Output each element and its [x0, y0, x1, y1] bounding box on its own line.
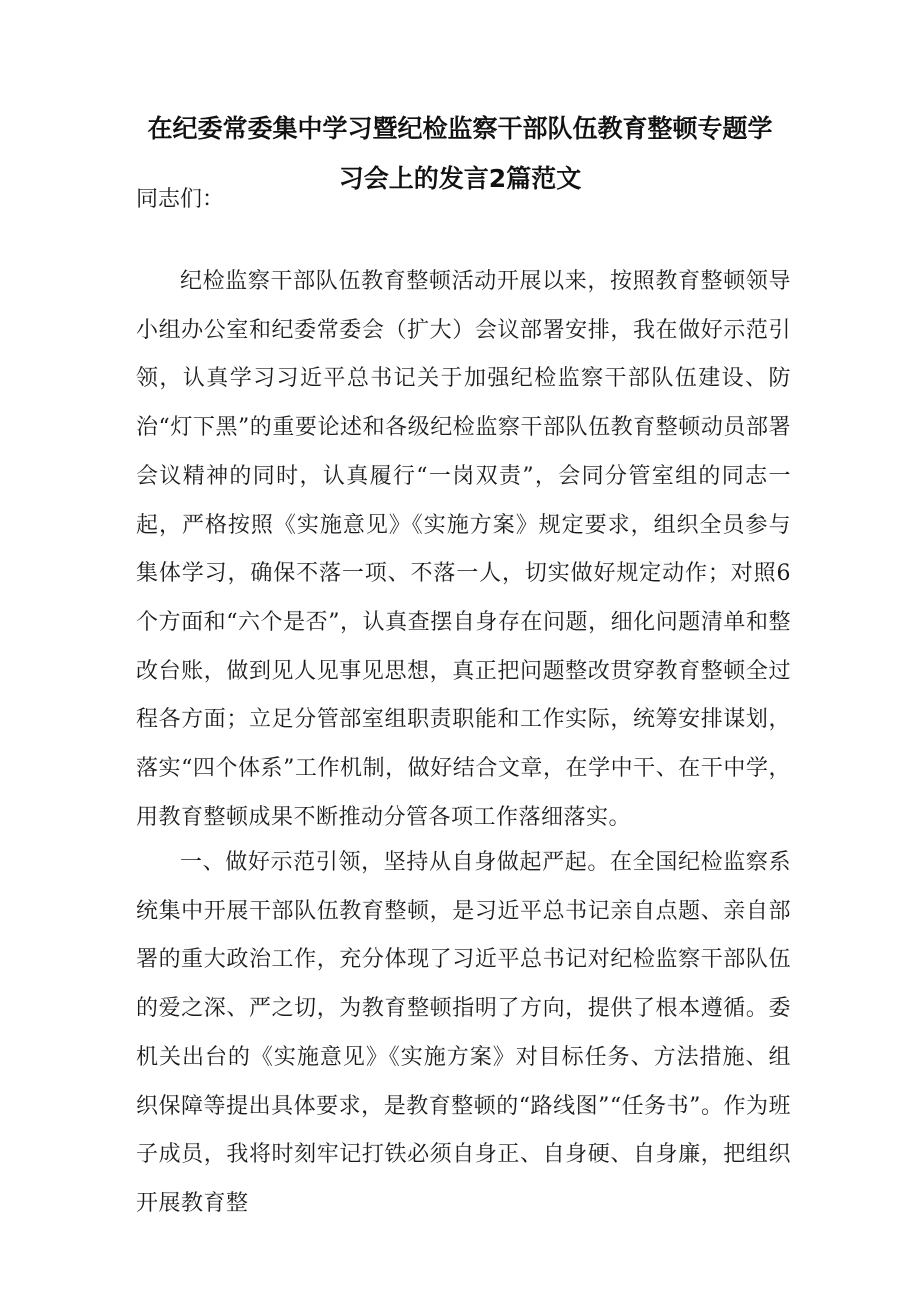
salutation: 同志们：	[136, 187, 225, 212]
paragraph-2: 一、做好示范引领，坚持从自身做起严起。在全国纪检监察系统集中开展干部队伍教育整顿，是习近平总书记亲自点题、亲自部署的重大政治工作，充分体现了习近平总书记对纪检监察干部队伍的爱之深、严之切，为教育整顿指明了方向，提供了根本遵循。委机关出台的《实施意见》《实施方案》对目标任务、方法措施、组织保障等提出具体要求，是教育整顿的“路线图”“任务书”。作为班子成员，我将时刻牢记打铁必须自身正、自身硬、自身廉，把组织开展教育整	[136, 850, 791, 1216]
title-line-1: 在纪委常委集中学习暨纪检监察干部队伍教育整顿专题学	[147, 114, 773, 143]
title-line-2: 习会上的发言2篇范文	[338, 164, 582, 193]
paragraph-1: 纪检监察干部队伍教育整顿活动开展以来，按照教育整顿领导小组办公室和纪委常委会（扩大）会议部署安排，我在做好示范引领，认真学习习近平总书记关于加强纪检监察干部队伍建设、防治“灯下黑”的重要论述和各级纪检监察干部队伍教育整顿动员部署会议精神的同时，认真履行“一岗双责”，会同分管室组的同志一起，严格按照《实施意见》《实施方案》规定要求，组织全员参与集体学习，确保不落一项、不落一人，切实做好规定动作；对照6个方面和“六个是否”，认真查摆自身存在问题，细化问题清单和整改台账，做到见人见事见思想，真正把问题整改贯穿教育整顿全过程各方面；立足分管部室组职责职能和工作实际，统筹安排谋划，落实“四个体系”工作机制，做好结合文章，在学中干、在干中学，用教育整顿成果不断推动分管各项工作落细落实。	[136, 269, 791, 830]
